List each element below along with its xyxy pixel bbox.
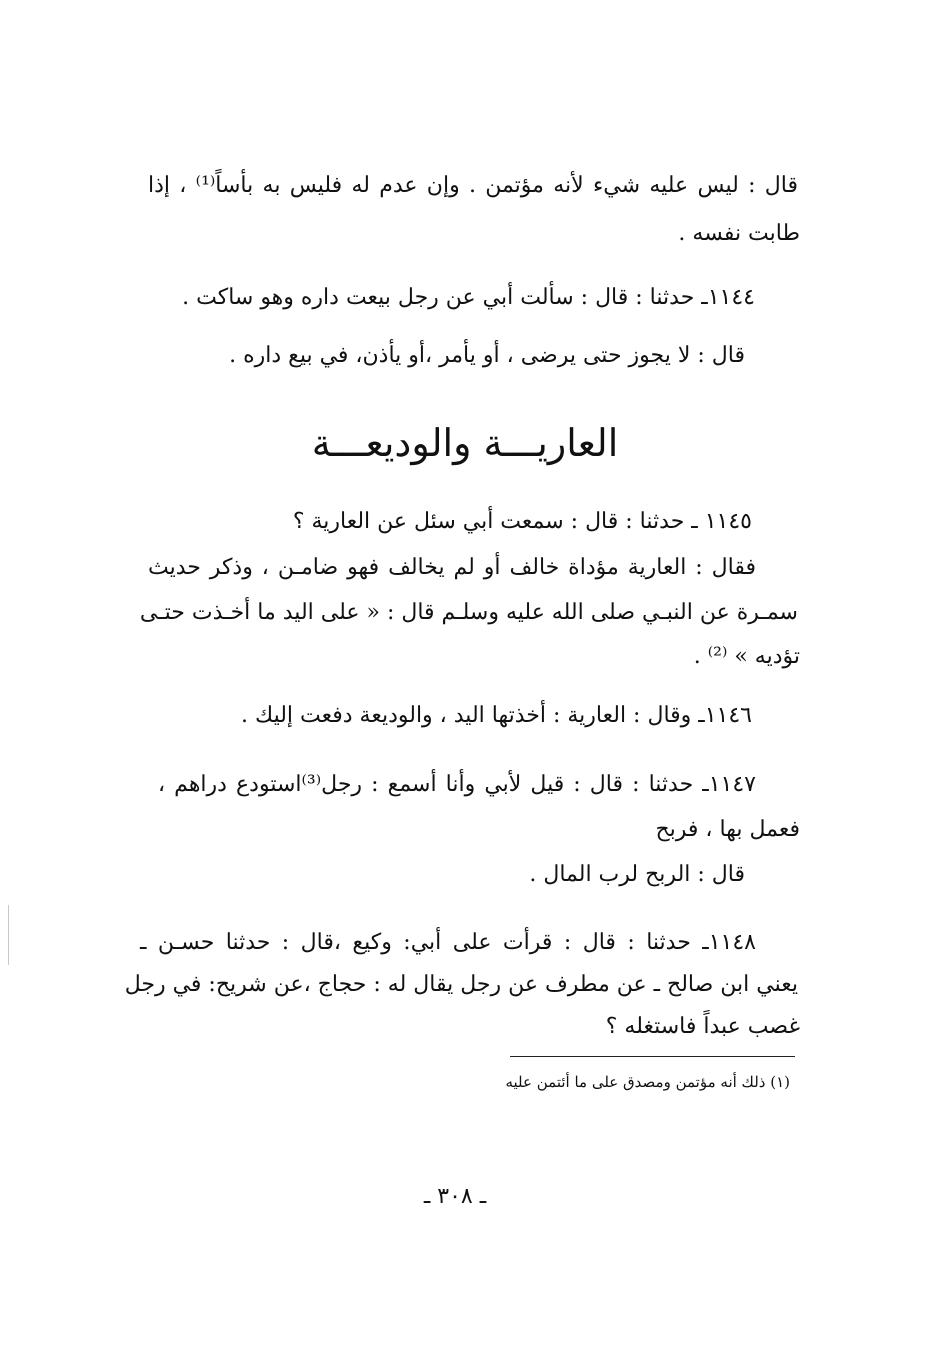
hadith-1147-line: فعمل بها ، فربح xyxy=(655,817,800,842)
paragraph-line: قال : ليس عليه شيء لأنه مؤتمن . وإن عدم له فليس به بأساً⁽¹⁾ ، إذا xyxy=(148,173,798,198)
hadith-1148-line: ١١٤٨ـ حدثنا : قال : قرأت على أبي: وكيع ،قال : حدثنا حسـن ـ xyxy=(140,930,756,955)
footnote: (١) ذلك أنه مؤتمن ومصدق على ما أئتمن عليه xyxy=(505,1073,790,1091)
hadith-1145-line: تؤديه » ⁽²⁾ . xyxy=(693,644,800,669)
section-title: العاريـــة والوديعـــة xyxy=(311,421,619,465)
hadith-1147-line: قال : الربح لرب المال . xyxy=(529,862,745,887)
hadith-1148-line: غصب عبداً فاستغله ؟ xyxy=(605,1014,800,1039)
paragraph-line: طابت نفسه . xyxy=(678,221,800,246)
scan-margin-mark xyxy=(8,905,9,965)
hadith-1144-line: قال : لا يجوز حتى يرضى ، أو يأمر ،أو يأذن، في بيع داره . xyxy=(229,343,745,368)
hadith-1145-line: ١١٤٥ ـ حدثنا : قال : سمعت أبي سئل عن العارية ؟ xyxy=(292,509,752,534)
hadith-1147-line: ١١٤٧ـ حدثنا : قال : قيل لأبي وأنا أسمع : رجل⁽³⁾استودع دراهم ، xyxy=(158,772,756,797)
hadith-1144-line: ١١٤٤ـ حدثنا : قال : سألت أبي عن رجل بيعت داره وهو ساكت . xyxy=(182,285,755,310)
hadith-1145-line: فقال : العارية مؤداة خالف أو لم يخالف فهو ضامـن ، وذكر حديث xyxy=(148,555,756,580)
hadith-1145-line: سمـرة عن النبـي صلى الله عليه وسلـم قال : « على اليد ما أخـذت حتـى xyxy=(139,600,798,625)
hadith-1146-line: ١١٤٦ـ وقال : العارية : أخذتها اليد ، والوديعة دفعت إليك . xyxy=(241,703,752,728)
page-number: ـ ٣٠٨ ـ xyxy=(423,1184,487,1209)
hadith-1148-line: يعني ابن صالح ـ عن مطرف عن رجل يقال له : حجاج ،عن شريح: في رجل xyxy=(124,972,798,997)
footnote-separator xyxy=(510,1056,795,1057)
